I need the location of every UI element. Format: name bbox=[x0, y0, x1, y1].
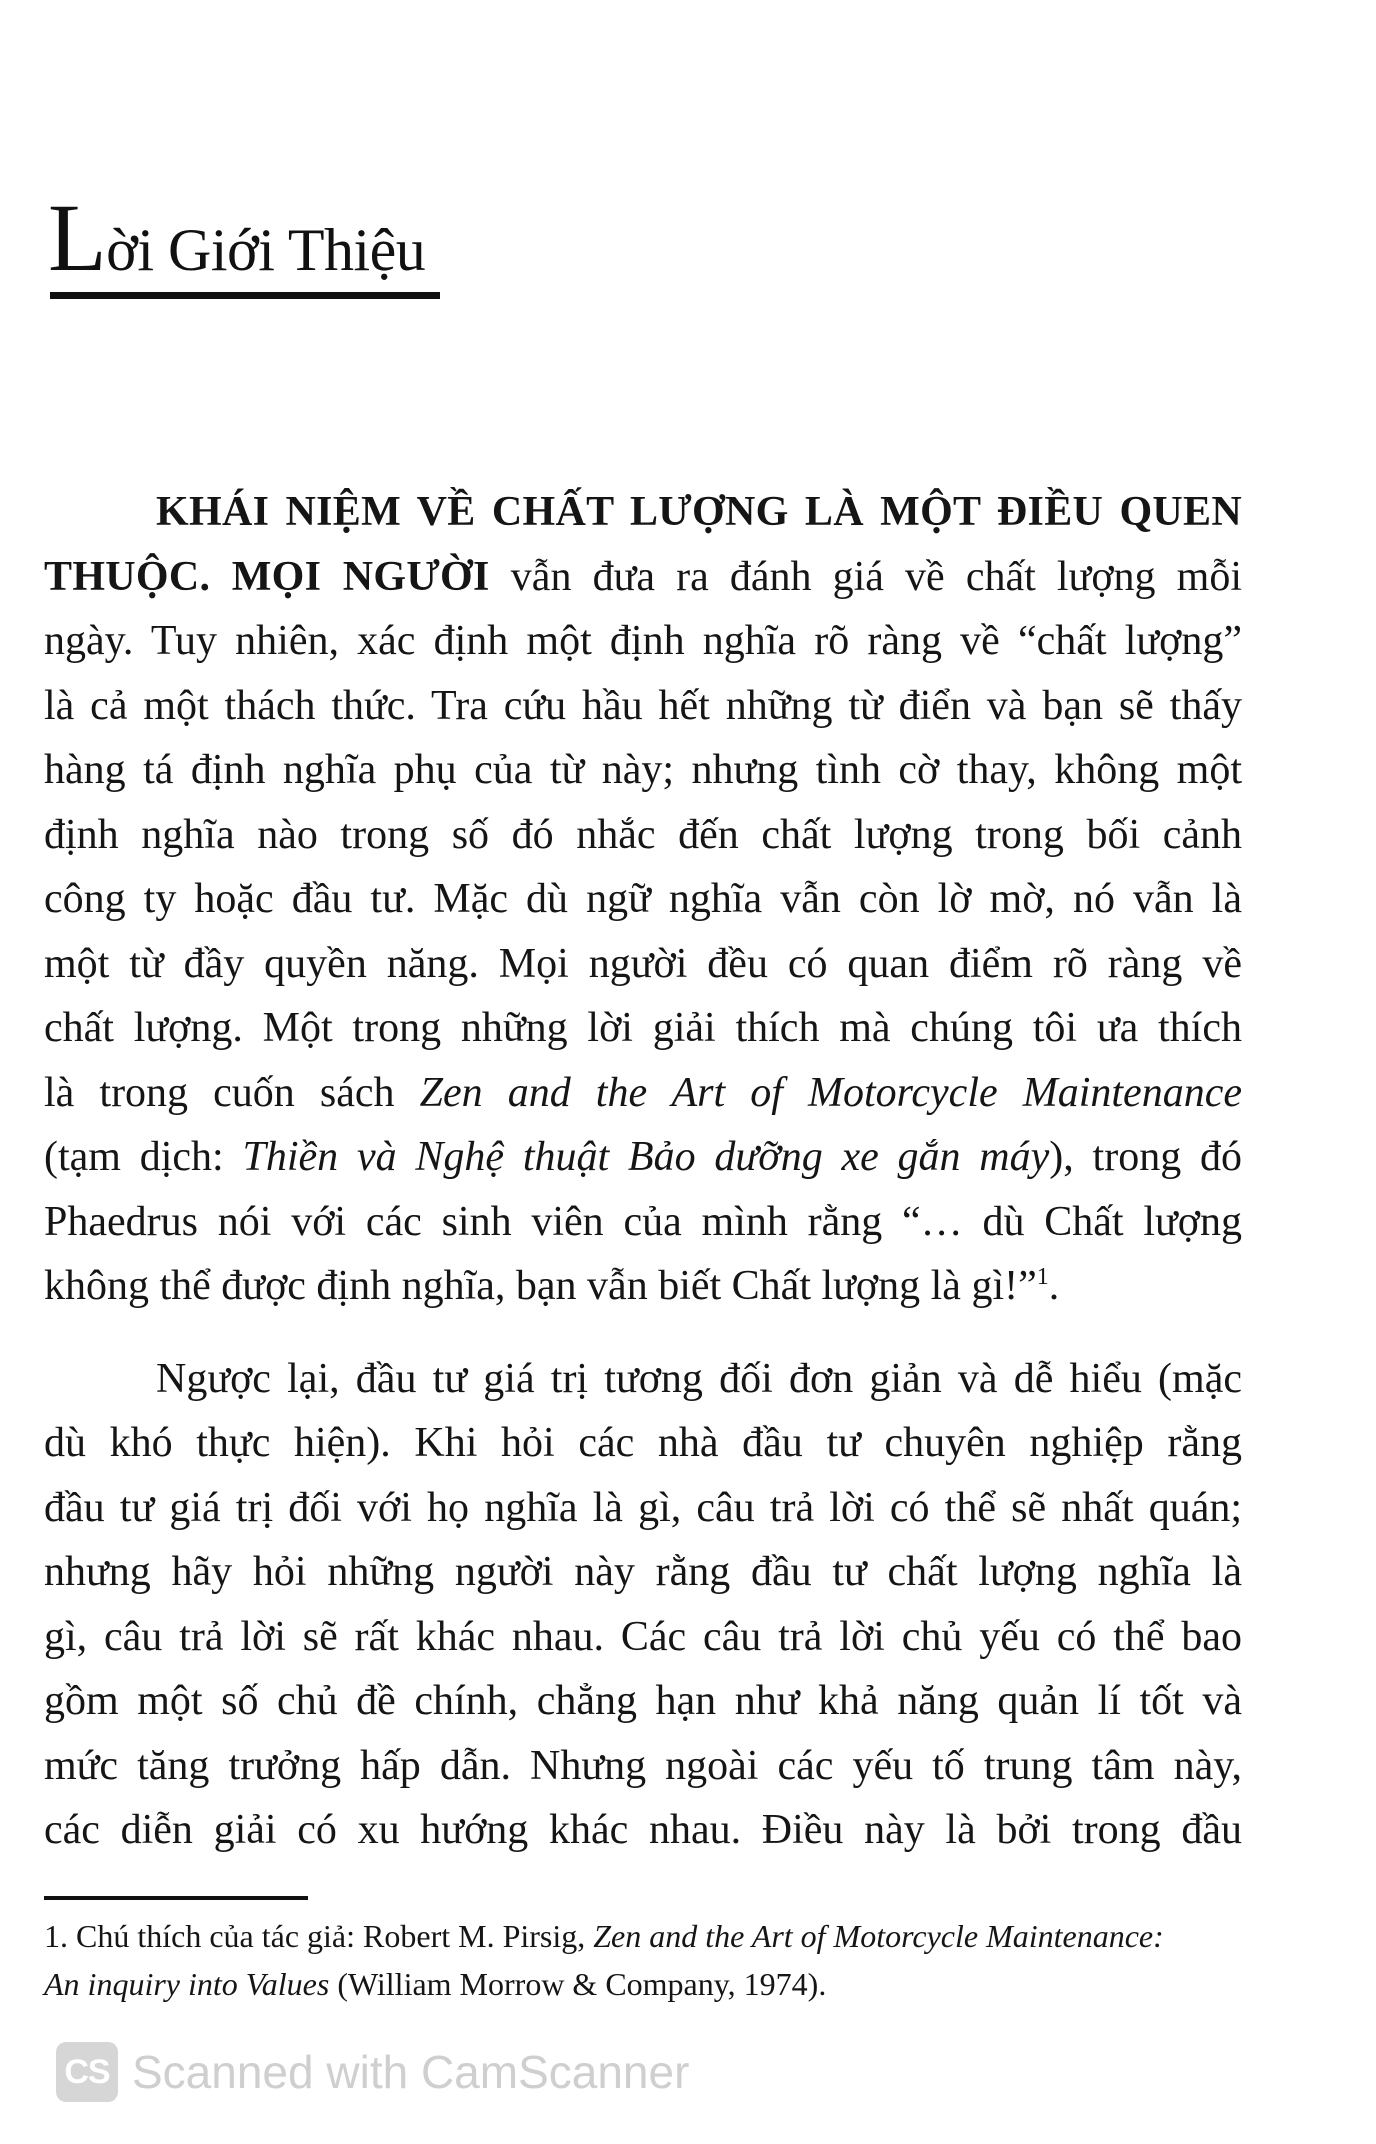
footnote bbox=[44, 1912, 1244, 2008]
paragraph-line: chất lượng. Một trong những lời giải thích mà chúng tôi ưa thích bbox=[44, 1005, 1242, 1051]
text-run: . bbox=[1048, 1263, 1060, 1309]
camscanner-watermark bbox=[56, 2040, 689, 2104]
text-run: không thể được định nghĩa, bạn vẫn biết Chất lượng là gì!” bbox=[44, 1263, 1037, 1309]
paragraph-line: hàng tá định nghĩa phụ của từ này; nhưng tình cờ thay, không một bbox=[44, 747, 1242, 793]
paragraph-line: một từ đầy quyền năng. Mọi người đều có quan điểm rõ ràng về bbox=[44, 940, 1242, 987]
footnote-divider bbox=[44, 1896, 308, 1900]
chapter-title-underline bbox=[50, 292, 440, 299]
paragraph-line bbox=[44, 1125, 1242, 1190]
text-run: 1. Chú thích của tác giả: Robert M. Pirsig, bbox=[44, 1918, 594, 1954]
paragraph-line: các diễn giải có xu hướng khác nhau. Điều này là bởi trong đầu bbox=[44, 1807, 1242, 1853]
paragraph-line: gì, câu trả lời sẽ rất khác nhau. Các câu trả lời chủ yếu có thể bao bbox=[44, 1613, 1242, 1660]
text-run: (tạm dịch: bbox=[44, 1134, 243, 1180]
paragraph-line: gồm một số chủ đề chính, chẳng hạn như khả năng quản lí tốt và bbox=[44, 1678, 1242, 1724]
chapter-heading bbox=[48, 184, 468, 299]
book-title-translation-italic: Thiền và Nghệ thuật Bảo dưỡng xe gắn máy bbox=[242, 1134, 1050, 1180]
paragraph-line: dù khó thực hiện). Khi hỏi các nhà đầu tư chuyên nghiệp rằng bbox=[44, 1420, 1242, 1466]
paragraph-2 bbox=[44, 1347, 1242, 1863]
text-run: ), trong đó bbox=[1049, 1134, 1242, 1180]
text-run: là trong cuốn sách bbox=[44, 1069, 420, 1116]
text-run: vẫn đưa ra đánh giá về chất lượng mỗi bbox=[489, 553, 1242, 600]
paragraph-1 bbox=[44, 480, 1242, 1319]
paragraph-line: công ty hoặc đầu tư. Mặc dù ngữ nghĩa vẫn còn lờ mờ, nó vẫn là bbox=[44, 876, 1242, 922]
paragraph-line: Ngược lại, đầu tư giá trị tương đối đơn giản và dễ hiểu (mặc bbox=[156, 1355, 1242, 1402]
paragraph-line bbox=[44, 545, 1242, 610]
footnote-line bbox=[44, 1912, 1244, 1960]
paragraph-line bbox=[44, 1254, 1242, 1319]
body-text bbox=[44, 480, 1242, 1863]
paragraph-line: ngày. Tuy nhiên, xác định một định nghĩa rõ ràng về “chất lượng” bbox=[44, 618, 1242, 664]
chapter-title-initial: L bbox=[48, 184, 107, 291]
paragraph-line: đầu tư giá trị đối với họ nghĩa là gì, câu trả lời có thể sẽ nhất quán; bbox=[44, 1484, 1242, 1531]
paragraph-line: nhưng hãy hỏi những người này rằng đầu tư chất lượng nghĩa là bbox=[44, 1549, 1242, 1595]
paragraph-line: định nghĩa nào trong số đó nhắc đến chất lượng trong bối cảnh bbox=[44, 811, 1242, 858]
chapter-title bbox=[48, 184, 468, 291]
footnote-book-subtitle: An inquiry into Values bbox=[44, 1966, 330, 2002]
footnote-reference: 1 bbox=[1036, 1264, 1049, 1290]
lead-in-caps: KHÁI NIỆM VỀ CHẤT LƯỢNG LÀ MỘT ĐIỀU QUEN bbox=[156, 489, 1242, 535]
paragraph-line: Phaedrus nói với các sinh viên của mình rằng “… dù Chất lượng bbox=[44, 1198, 1242, 1245]
paragraph-line bbox=[44, 480, 1242, 545]
watermark-text: Scanned with CamScanner bbox=[132, 2046, 690, 2098]
camscanner-logo-icon: CS bbox=[56, 2042, 118, 2102]
text-run: (William Morrow & Company, 1974). bbox=[329, 1966, 827, 2002]
book-title-italic: Zen and the Art of Motorcycle Maintenance bbox=[419, 1069, 1242, 1116]
paragraph-line: mức tăng trưởng hấp dẫn. Nhưng ngoài các yếu tố trung tâm này, bbox=[44, 1742, 1242, 1789]
chapter-title-rest: ời Giới Thiệu bbox=[106, 217, 426, 283]
lead-in-caps-continued: THUỘC. MỌI NGƯỜI bbox=[44, 553, 490, 600]
footnote-line bbox=[44, 1960, 1244, 2008]
paragraph-line: là cả một thách thức. Tra cứu hầu hết những từ điển và bạn sẽ thấy bbox=[44, 682, 1242, 729]
footnote-book-title: Zen and the Art of Motorcycle Maintenance: bbox=[593, 1918, 1164, 1954]
paragraph-line bbox=[44, 1061, 1242, 1126]
